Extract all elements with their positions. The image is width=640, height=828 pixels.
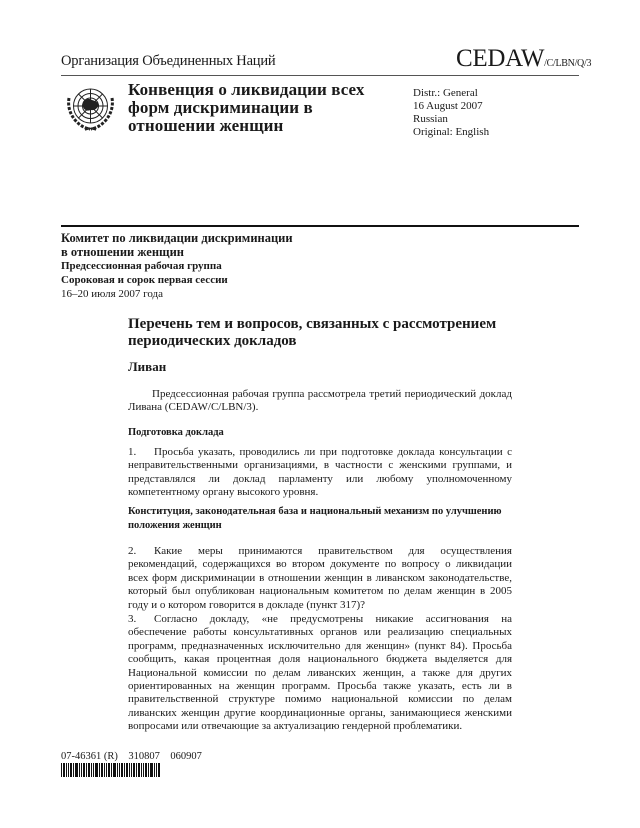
- convention-title-line: форм дискриминации в: [128, 98, 313, 117]
- paragraph-2: [128, 545, 512, 612]
- original-language: Original: English: [413, 126, 490, 138]
- distribution-type: Distr.: General: [413, 87, 478, 99]
- session-dates: 16–20 июля 2007 года: [61, 288, 164, 300]
- paragraph-1: [128, 446, 512, 500]
- section-heading: Конституция, законодательная база и национальный механизм по улучшению положения женщин: [128, 506, 502, 531]
- paragraph-number: 2.: [128, 545, 137, 557]
- paragraph-number: 3.: [128, 613, 137, 625]
- job-number: 07-46361 (R) 310807 060907: [61, 751, 202, 762]
- committee-rule: [61, 225, 579, 227]
- un-emblem-icon: [63, 80, 118, 135]
- paragraph-text: Какие меры принимаются правительством для осуществления рекомендаций, содержащихся во втором документе по вопросу о ликвидации всех форм дискриминации в отношении женщин в ливанском законодательстве, который был опубликован национальным комитетом по делам женщин в 2005 году и о котором говорится в докладе (пункт 317)?: [128, 545, 512, 611]
- session: Сороковая и сорок первая сессии: [61, 274, 228, 286]
- convention-title-line: отношении женщин: [128, 116, 284, 135]
- intro-paragraph: Предсессионная рабочая группа рассмотрела третий периодический доклад Ливана (CEDAW/C/LBN/3).: [128, 388, 512, 414]
- convention-title: [128, 81, 388, 135]
- distribution-block: [413, 87, 489, 139]
- working-group: Предсессионная рабочая группа: [61, 260, 222, 272]
- paragraph-text: Просьба указать, проводились ли при подготовке доклада консультации с неправительственными организациями, в частности с женскими группами, и представлялся ли доклад парламенту или любому уполномоченному компетентному органу высокого уровня.: [128, 446, 512, 499]
- barcode-icon: [61, 763, 168, 777]
- convention-title-line: Конвенция о ликвидации всех: [128, 80, 365, 99]
- document-language: Russian: [413, 113, 448, 125]
- section-heading: Подготовка доклада: [128, 427, 224, 438]
- document-symbol: [456, 45, 591, 73]
- symbol-sub: /C/LBN/Q/3: [544, 58, 592, 69]
- country-heading: Ливан: [128, 359, 167, 374]
- header-rule: [61, 75, 579, 76]
- symbol-main: CEDAW: [456, 45, 545, 72]
- committee-block: [61, 231, 293, 301]
- paragraph-3: [128, 613, 512, 734]
- paragraph-text: Согласно докладу, «не предусмотрены никакие ассигнования на обеспечение работы консультативных органов или реализацию специальных программ, предназначенных исключительно для женщин» (пункт 84). Просьба сообщить, какая процентная доля национального бюджета выделяется для Национальной комиссии по делам ливанских женщин, а также для других ориентированных на женщин программ. Просьба также указать, есть ли в правительственной структуре помимо национальной комиссии по делам ливанских женщин другие координационные органы, занимающиеся женскими вопросами или отвечающие за актуализацию гендерной проблематики.: [128, 613, 512, 733]
- document-title: Перечень тем и вопросов, связанных с рассмотрением периодических докладов: [128, 316, 497, 349]
- committee-name: Комитет по ликвидации дискриминации: [61, 231, 293, 245]
- committee-name: в отношении женщин: [61, 245, 184, 259]
- document-date: 16 August 2007: [413, 100, 483, 112]
- organization-name: Организация Объединенных Наций: [61, 53, 276, 69]
- paragraph-number: 1.: [128, 446, 137, 458]
